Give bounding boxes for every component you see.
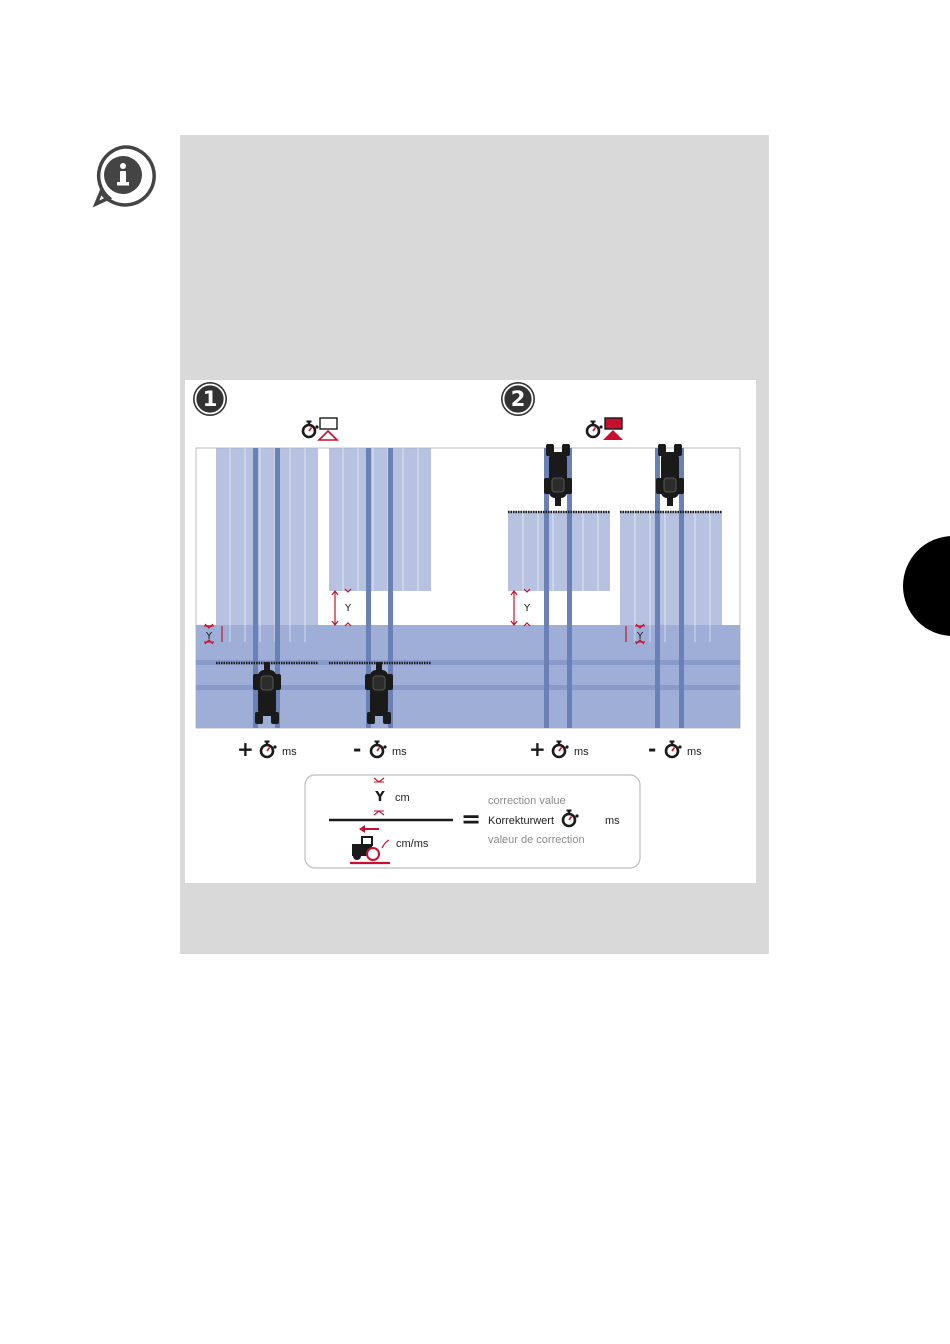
- badge-2: [501, 382, 535, 416]
- svg-text:Y: Y: [523, 603, 531, 614]
- svg-text:ms: ms: [687, 746, 702, 758]
- chapter-tab: [903, 536, 950, 636]
- svg-text:cm: cm: [395, 792, 410, 804]
- svg-text:valeur de correction: valeur de correction: [488, 834, 585, 846]
- svg-text:cm/ms: cm/ms: [396, 838, 429, 850]
- svg-text:+: +: [237, 737, 254, 761]
- svg-text:ms: ms: [282, 746, 297, 758]
- svg-text:1: 1: [202, 387, 218, 411]
- svg-text:ms: ms: [605, 815, 620, 827]
- formula-legend: [305, 775, 640, 868]
- svg-text:Y: Y: [344, 603, 352, 614]
- delay-label-minus-2: [648, 737, 702, 761]
- delay-on-symbol: [303, 418, 337, 440]
- svg-text:2: 2: [510, 387, 526, 411]
- svg-text:Korrekturwert: Korrekturwert: [488, 815, 555, 827]
- svg-text:correction value: correction value: [488, 795, 566, 807]
- badge-1: [193, 382, 227, 416]
- svg-text:Y: Y: [375, 790, 385, 805]
- delay-label-plus-1: [237, 737, 297, 761]
- svg-text:-: -: [648, 737, 657, 761]
- svg-text:ms: ms: [574, 746, 589, 758]
- svg-text:=: =: [460, 805, 482, 833]
- illustration-figure: [185, 380, 756, 883]
- svg-text:Y: Y: [636, 631, 644, 642]
- delay-off-symbol: [587, 418, 623, 440]
- delay-label-minus-1: [353, 737, 407, 761]
- svg-text:Y: Y: [205, 631, 213, 642]
- info-icon: [92, 144, 156, 208]
- svg-text:+: +: [529, 737, 546, 761]
- delay-label-plus-2: [529, 737, 589, 761]
- svg-text:-: -: [353, 737, 362, 761]
- svg-text:ms: ms: [392, 746, 407, 758]
